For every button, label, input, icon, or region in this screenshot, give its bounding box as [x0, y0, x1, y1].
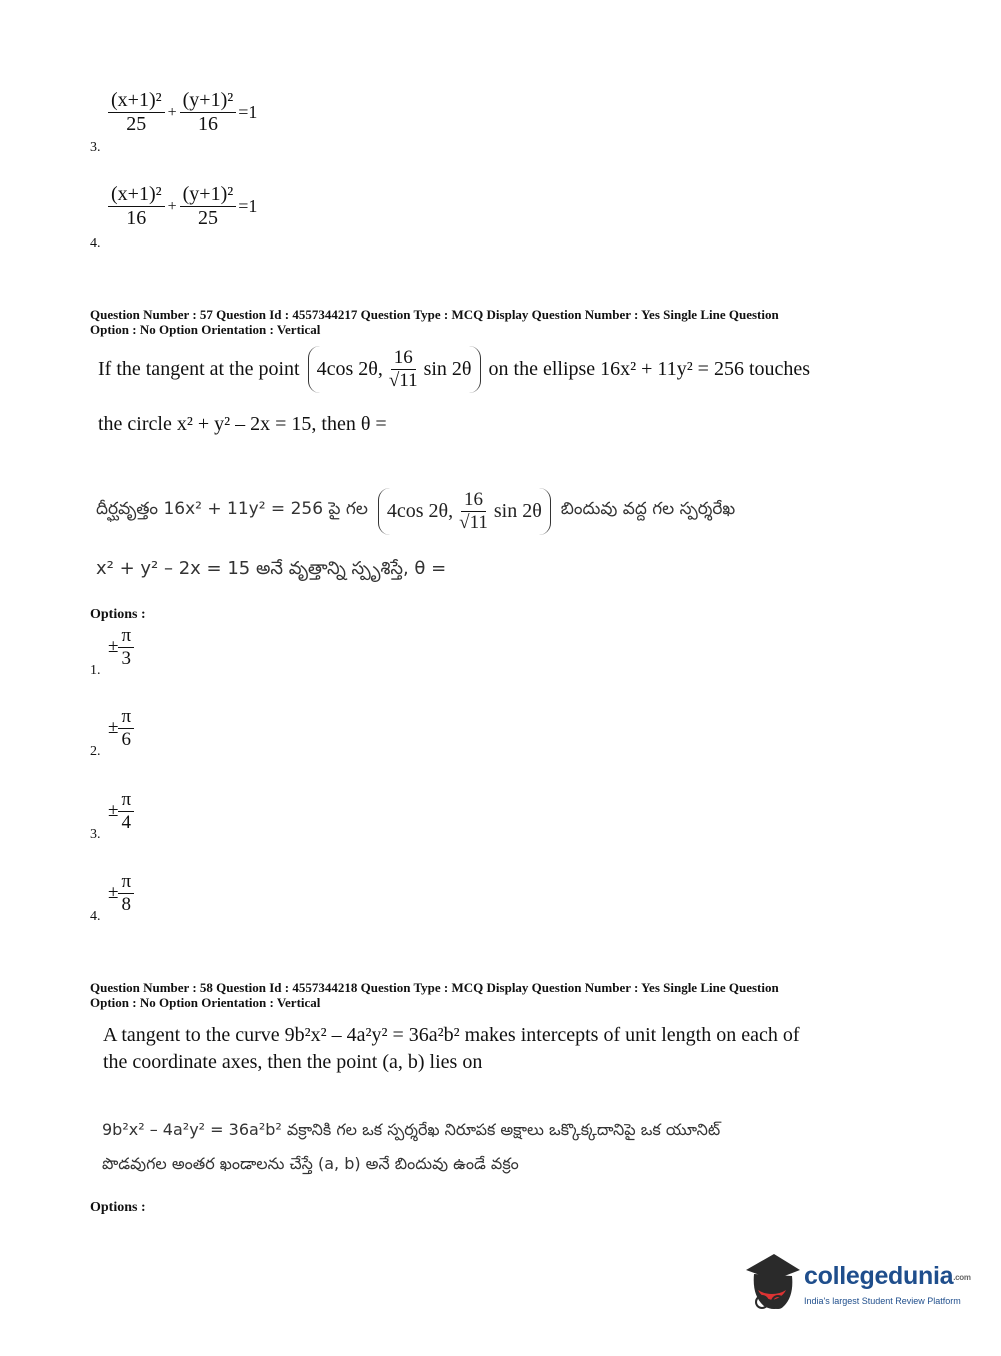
q58-telugu-line1: 9b²x² – 4a²y² = 36a²b² వక్రానికి గల ఒక స్పర్శరేఖ నిరూపక అక్షాలు ఒక్కొక్కదానిపై ఒక యూనిట్: [102, 1120, 721, 1139]
q57-option-3: [90, 790, 210, 850]
plus-sign: +: [167, 197, 177, 215]
option-fraction: $\frac{\pi}{6}$: [118, 707, 134, 750]
q57-telugu-line1: [96, 488, 735, 535]
q58-meta-line2: Option : No Option Orientation : Vertical: [90, 995, 321, 1010]
q57-option-2: [90, 707, 210, 767]
q58-meta: [90, 980, 890, 1010]
fraction-term-1: $\frac{\text{(x+1)²}}{16}$: [108, 184, 165, 229]
option-number: 1.: [90, 663, 101, 678]
prev-option-4: [90, 182, 350, 252]
plus-sign: +: [167, 103, 177, 121]
option-fraction: $\frac{\pi}{8}$: [118, 872, 134, 915]
option-number: 4.: [90, 909, 101, 924]
q57-en-b: on the ellipse 16x² + 11y² = 256 touches: [488, 357, 811, 380]
q57-option-1: [90, 626, 210, 686]
logo-tagline: India's largest Student Review Platform: [804, 1296, 961, 1306]
q57-options-label: Options :: [90, 607, 146, 622]
prev-option-3: [90, 88, 350, 158]
logo-wordmark: collegedunia.com: [804, 1262, 971, 1290]
option-number: 2.: [90, 744, 101, 759]
plus-minus: ±: [108, 636, 119, 658]
q58-english-line2: the coordinate axes, then the point (a, b) lies on: [103, 1051, 483, 1073]
q57-meta-line1: Question Number : 57 Question Id : 4557344217 Question Type : MCQ Display Question Number : Yes Single Line Question: [90, 307, 779, 322]
fraction-term-2: $\frac{\text{(y+1)²}}{25}$: [180, 184, 237, 229]
q58-meta-line1: Question Number : 58 Question Id : 4557344218 Question Type : MCQ Display Question Number : Yes Single Line Question: [90, 980, 779, 995]
q57-te-b: బిందువు వద్ద గల స్పర్శరేఖ: [560, 499, 736, 520]
option-number: 4.: [90, 236, 101, 251]
plus-minus: ±: [108, 717, 119, 739]
option-fraction: $\frac{\pi}{4}$: [118, 790, 134, 833]
plus-minus: ±: [108, 882, 119, 904]
q58-english-line1: A tangent to the curve 9b²x² – 4a²y² = 36a²b² makes intercepts of unit length on each of: [103, 1024, 800, 1046]
q57-te-point: 4cos 2θ, $\frac{16}{√11}$ sin 2θ: [378, 488, 551, 535]
q58-telugu-line2: పొడవుగల అంతర ఖండాలను చేస్తే (a, b) అనే బిందువు ఉండే వక్రం: [102, 1154, 519, 1173]
option-fraction: $\frac{\pi}{3}$: [118, 626, 134, 669]
graduate-mascot-icon: [740, 1250, 802, 1314]
q57-english-line2: the circle x² + y² – 2x = 15, then θ =: [98, 413, 387, 435]
fraction-term-2: $\frac{\text{(y+1)²}}{16}$: [180, 90, 237, 135]
q57-te-a: దీర్ఘవృత్తం 16x² + 11y² = 256 పై గల: [96, 499, 368, 520]
equals-one: =1: [238, 196, 258, 216]
plus-minus: ±: [108, 800, 119, 822]
option-number: 3.: [90, 827, 101, 842]
q57-option-4: [90, 872, 210, 932]
collegedunia-logo: [740, 1250, 970, 1320]
q57-english-line1: [98, 346, 810, 393]
equals-one: =1: [238, 102, 258, 122]
option-number: 3.: [90, 140, 101, 155]
q57-meta-line2: Option : No Option Orientation : Vertical: [90, 322, 321, 337]
fraction-term-1: $\frac{\text{(x+1)²}}{25}$: [108, 90, 165, 135]
q58-options-label: Options :: [90, 1200, 146, 1215]
q57-telugu-line2: x² + y² – 2x = 15 అనే వృత్తాన్ని స్పృశిస్తే, θ =: [96, 558, 447, 579]
q57-en-a: If the tangent at the point: [98, 357, 300, 380]
q57-meta: [90, 307, 890, 337]
q57-point: 4cos 2θ, $\frac{16}{√11}$ sin 2θ: [308, 346, 481, 393]
